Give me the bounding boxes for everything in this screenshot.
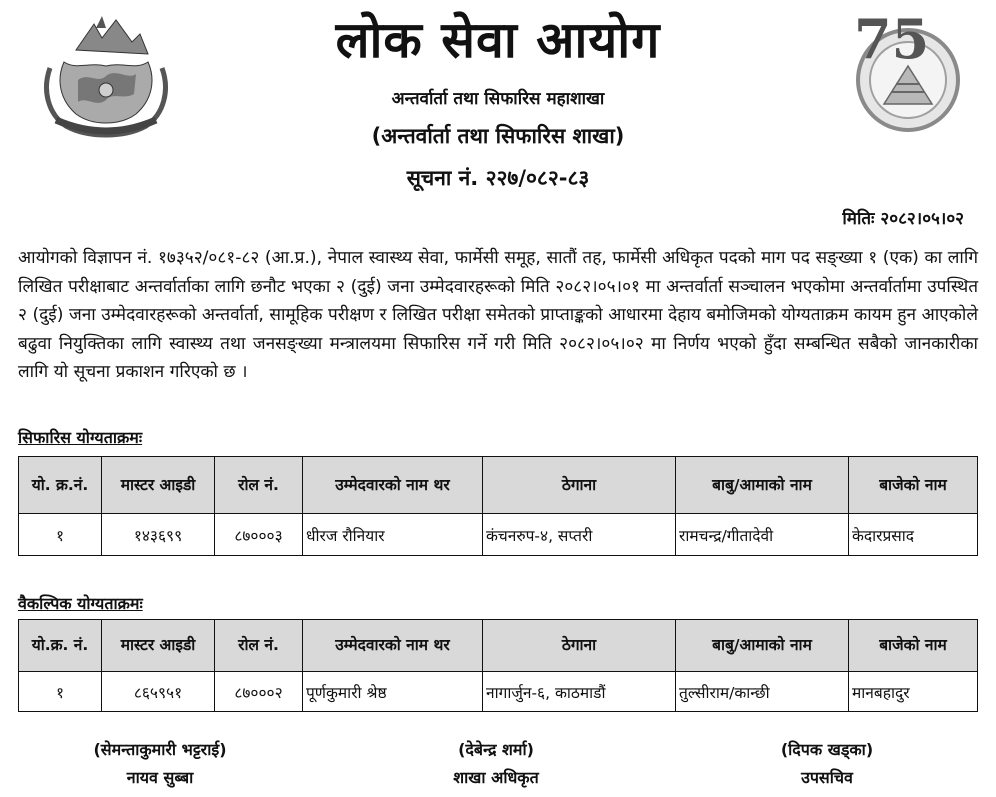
signatory-2 — [376, 736, 616, 792]
notice-number: सूचना नं. २२७/०८२-८३ — [406, 166, 590, 190]
cell-serial: १ — [19, 514, 102, 556]
col-serial: यो.क्र. नं. — [19, 620, 102, 672]
cell-parents-name: तुल्सीराम/कान्छी — [676, 672, 849, 712]
alternate-table — [18, 619, 978, 712]
cell-candidate-name: पूर्णकुमारी श्रेष्ठ — [303, 672, 483, 712]
signatory-1 — [40, 736, 280, 792]
table-row — [19, 514, 978, 556]
col-roll-no: रोल नं. — [215, 457, 303, 514]
section-name: (अन्तर्वार्ता तथा सिफारिस शाखा) — [371, 124, 625, 148]
notice-date: मितिः २०८२।०५।०२ — [842, 209, 964, 229]
signatory-name: (दिपक खड्का) — [780, 740, 874, 759]
signatory-name: (सेमन्ताकुमारी भट्टराई) — [93, 740, 227, 759]
logo-number: 75 — [854, 8, 930, 71]
notice-body: आयोगको विज्ञापन नं. १७३५२/०८१-८२ (आ.प्र.), नेपाल स्वास्थ्य सेवा, फार्मेसी समूह, सातौं तह, फार्मेसी अधिकृत पदको माग पद सङ्ख्या १ (एक) का लागि लिखित परीक्षाबाट अन्तर्वार्ताका लागि छनौट भएका २ (दुई) जना उम्मेदवारहरूको मिति २०८२।०५।०१ मा अन्तर्वार्ता सञ्चालन भएकोमा अन्तर्वार्तामा उपस्थित २ (दुई) जना उम्मेदवारहरूको अन्तर्वार्ता, सामूहिक परीक्षण र लिखित परीक्षा समेतको प्राप्ताङ्कको आधारमा देहाय बमोजिमको योग्यताक्रम कायम हुन आएकोले बढुवा नियुक्तिका लागि स्वास्थ्य तथा जनसङ्ख्या मन्त्रालयमा सिफारिस गर्ने गरी मिति २०८२।०५।०२ मा निर्णय भएको हुँदा सम्बन्धित सबैको जानकारीका लागि यो सूचना प्रकाशन गरिएको छ । — [18, 248, 978, 383]
signatory-3 — [707, 736, 947, 792]
signatory-title: उपसचिव — [801, 768, 853, 787]
cell-candidate-name: धीरज रौनियार — [303, 514, 483, 556]
table-row — [19, 672, 978, 712]
recommended-heading: सिफारिस योग्यताक्रमः — [18, 428, 143, 447]
cell-roll-no: ८७०००२ — [215, 672, 303, 712]
cell-serial: १ — [19, 672, 102, 712]
col-candidate-name: उम्मेदवारको नाम थर — [303, 620, 483, 672]
alternate-heading: वैकल्पिक योग्यताक्रमः — [18, 594, 143, 613]
col-parents-name: बाबु/आमाको नाम — [676, 620, 849, 672]
col-address: ठेगाना — [483, 620, 676, 672]
table-header-row — [19, 457, 978, 514]
col-roll-no: रोल नं. — [215, 620, 303, 672]
col-master-id: मास्टर आइडी — [102, 457, 215, 514]
division-name: अन्तर्वार्ता तथा सिफारिस महाशाखा — [391, 89, 605, 109]
col-grandfather-name: बाजेको नाम — [849, 620, 978, 672]
signatory-title: शाखा अधिकृत — [453, 768, 539, 787]
col-parents-name: बाबु/आमाको नाम — [676, 457, 849, 514]
cell-grandfather-name: केदारप्रसाद — [849, 514, 978, 556]
col-candidate-name: उम्मेदवारको नाम थर — [303, 457, 483, 514]
recommended-table — [18, 456, 978, 556]
cell-master-id: ८६५९५१ — [102, 672, 215, 712]
col-serial: यो. क्र.नं. — [19, 457, 102, 514]
col-grandfather-name: बाजेको नाम — [849, 457, 978, 514]
cell-roll-no: ८७०००३ — [215, 514, 303, 556]
table-header-row — [19, 620, 978, 672]
org-title: लोक सेवा आयोग — [335, 11, 661, 69]
cell-master-id: १४३६९९ — [102, 514, 215, 556]
cell-address: कंचनरुप-४, सप्तरी — [483, 514, 676, 556]
signatory-name: (देबेन्द्र शर्मा) — [458, 740, 534, 759]
col-address: ठेगाना — [483, 457, 676, 514]
cell-grandfather-name: मानबहादुर — [849, 672, 978, 712]
signatory-title: नायव सुब्बा — [126, 768, 194, 787]
cell-address: नागार्जुन-६, काठमाडौं — [483, 672, 676, 712]
cell-parents-name: रामचन्द्र/गीतादेवी — [676, 514, 849, 556]
col-master-id: मास्टर आइडी — [102, 620, 215, 672]
